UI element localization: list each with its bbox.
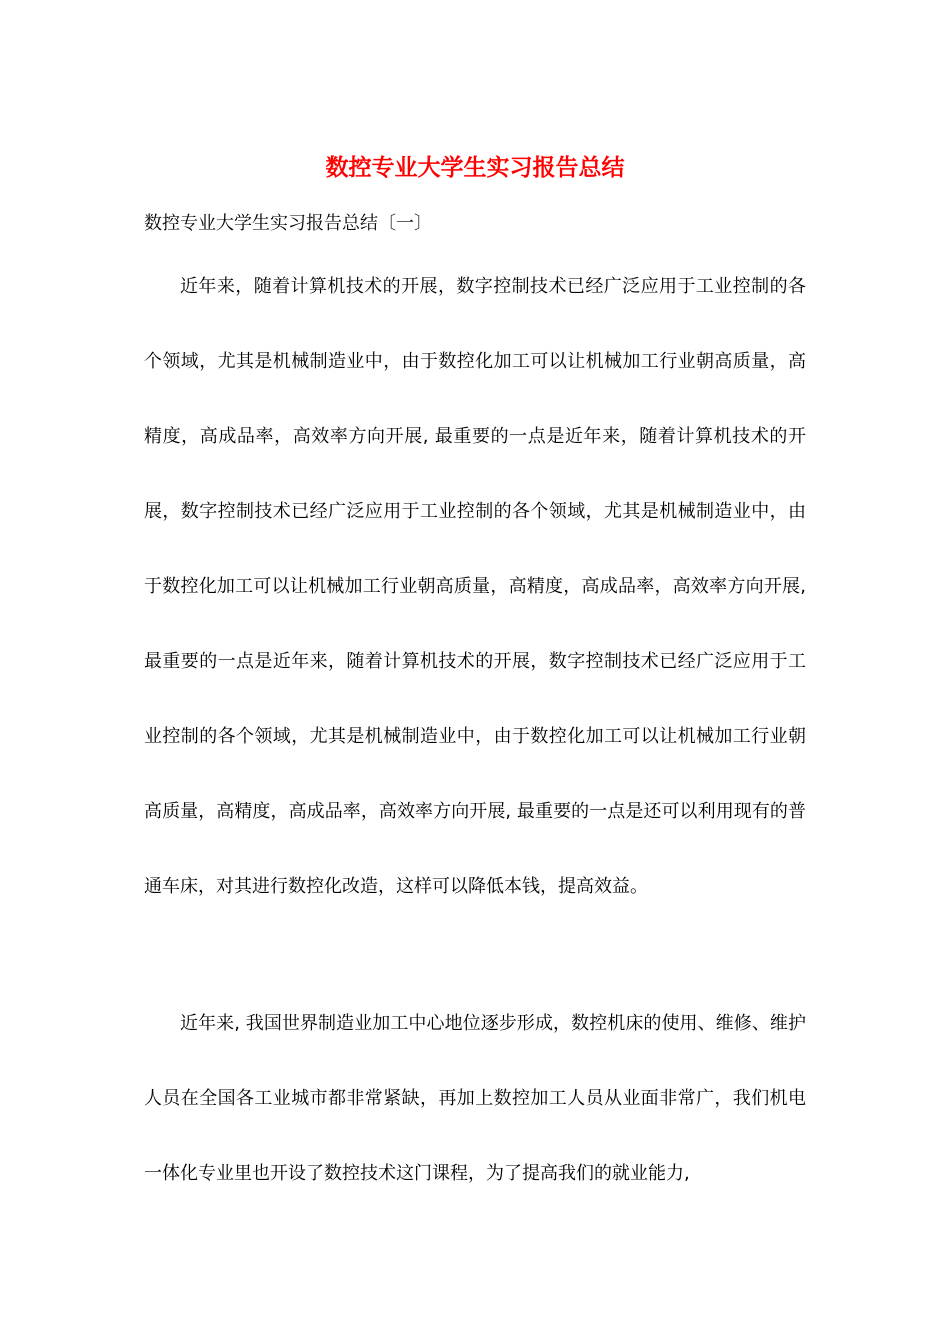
body-paragraph: 近年来, 我国世界制造业加工中心地位逐步形成，数控机床的使用、维修、维护人员在全国各工业城市都非常紧缺，再加上数控加工人员从业面非常广，我们机电一体化专业里也开设了数控技术这门课程，为了提高我们的就业能力, — [144, 1013, 806, 1184]
document-title: 数控专业大学生实习报告总结 — [325, 154, 625, 181]
section-heading: 数控专业大学生实习报告总结〔一〕 — [144, 213, 432, 234]
body-paragraph: 近年来，随着计算机技术的开展，数字控制技术已经广泛应用于工业控制的各个领域，尤其是机械制造业中，由于数控化加工可以让机械加工行业朝高质量，高精度，高成品率，高效率方向开展, 最重要的一点是近年来，随着计算机技术的开展，数字控制技术已经广泛应用于工业控制的各个领域，尤其是机械制造业中，由于数控化加工可以让机械加工行业朝高质量，高精度，高成品率，高效率方向开展, 最重要的一点是近年来，随着计算机技术的开展，数字控制技术已经广泛应用于工业控制的各个领域，尤其是机械制造业中，由于数控化加工可以让机械加工行业朝高质量，高精度，高成品率，高效率方向开展, 最重要的一点是还可以利用现有的普通车床，对其进行数控化改造，这样可以降低本钱，提高效益。 — [144, 276, 806, 897]
